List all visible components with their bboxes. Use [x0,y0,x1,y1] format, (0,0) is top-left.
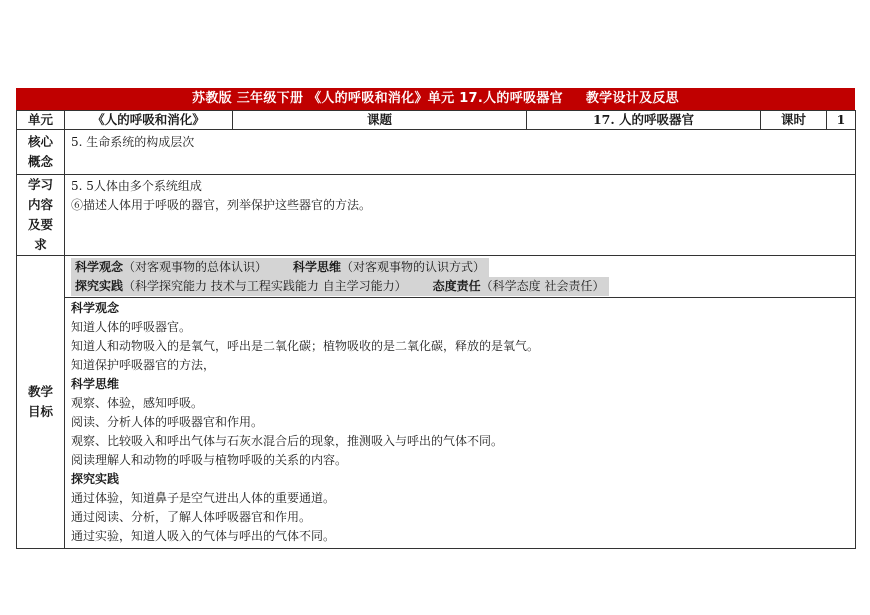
list-item: 通过实验，知道人吸入的气体与呼出的气体不同。 [71,529,336,543]
learning-requirements-row [17,175,856,256]
section-heading-practice: 探究实践 [71,472,120,486]
learning-requirements-label: 学习 内容 及要 求 [17,175,65,256]
unit-label: 单元 [17,111,65,130]
section-heading-concept: 科学观念 [71,301,120,315]
list-item: 阅读、分析人体的呼吸器官和作用。 [71,415,264,429]
period-label: 课时 [761,111,827,130]
learning-requirements-text: 5. 5人体由多个系统组成 ⑥描述人体用于呼吸的器官，列举保护这些器官的方法。 [65,175,856,256]
period-value: 1 [827,111,856,130]
list-item: 知道人体的呼吸器官。 [71,320,192,334]
lesson-label: 课题 [233,111,527,130]
core-concept-text: 5. 生命系统的构成层次 [65,130,856,175]
section-heading-thinking: 科学思维 [71,377,120,391]
list-item: 观察、体验，感知呼吸。 [71,396,204,410]
list-item: 通过阅读、分析，了解人体呼吸器官和作用。 [71,510,312,524]
unit-value: 《人的呼吸和消化》 [65,111,233,130]
unit-row [17,111,856,130]
objectives-row [17,256,856,549]
core-concept-label: 核心 概念 [17,130,65,175]
category-row-1: 科学观念（对客观事物的总体认识） 科学思维（对客观事物的认识方式） [71,258,489,277]
objectives-content [65,256,856,549]
list-item: 阅读理解人和动物的呼吸与植物呼吸的关系的内容。 [71,453,348,467]
lesson-plan-document [16,88,855,549]
core-concept-row [17,130,856,175]
lesson-value: 17. 人的呼吸器官 [527,111,761,130]
list-item: 观察、比较吸入和呼出气体与石灰水混合后的现象，推测吸入与呼出的气体不同。 [71,434,504,448]
lesson-plan-table [16,110,856,549]
objectives-label: 教学 目标 [17,256,65,549]
document-title: 苏教版 三年级下册 《人的呼吸和消化》单元 17.人的呼吸器官 教学设计及反思 [16,88,855,110]
category-row-2: 探究实践（科学探究能力 技术与工程实践能力 自主学习能力） 态度责任（科学态度 社会责任） [71,277,609,296]
list-item: 知道保护呼吸器官的方法， [71,358,216,372]
list-item: 通过体验，知道鼻子是空气进出人体的重要通道。 [71,491,336,505]
list-item: 知道人和动物吸入的是氧气，呼出是二氧化碳；植物吸收的是二氧化碳，释放的是氧气。 [71,339,540,353]
objective-categories [65,256,855,298]
objective-details [65,298,855,548]
